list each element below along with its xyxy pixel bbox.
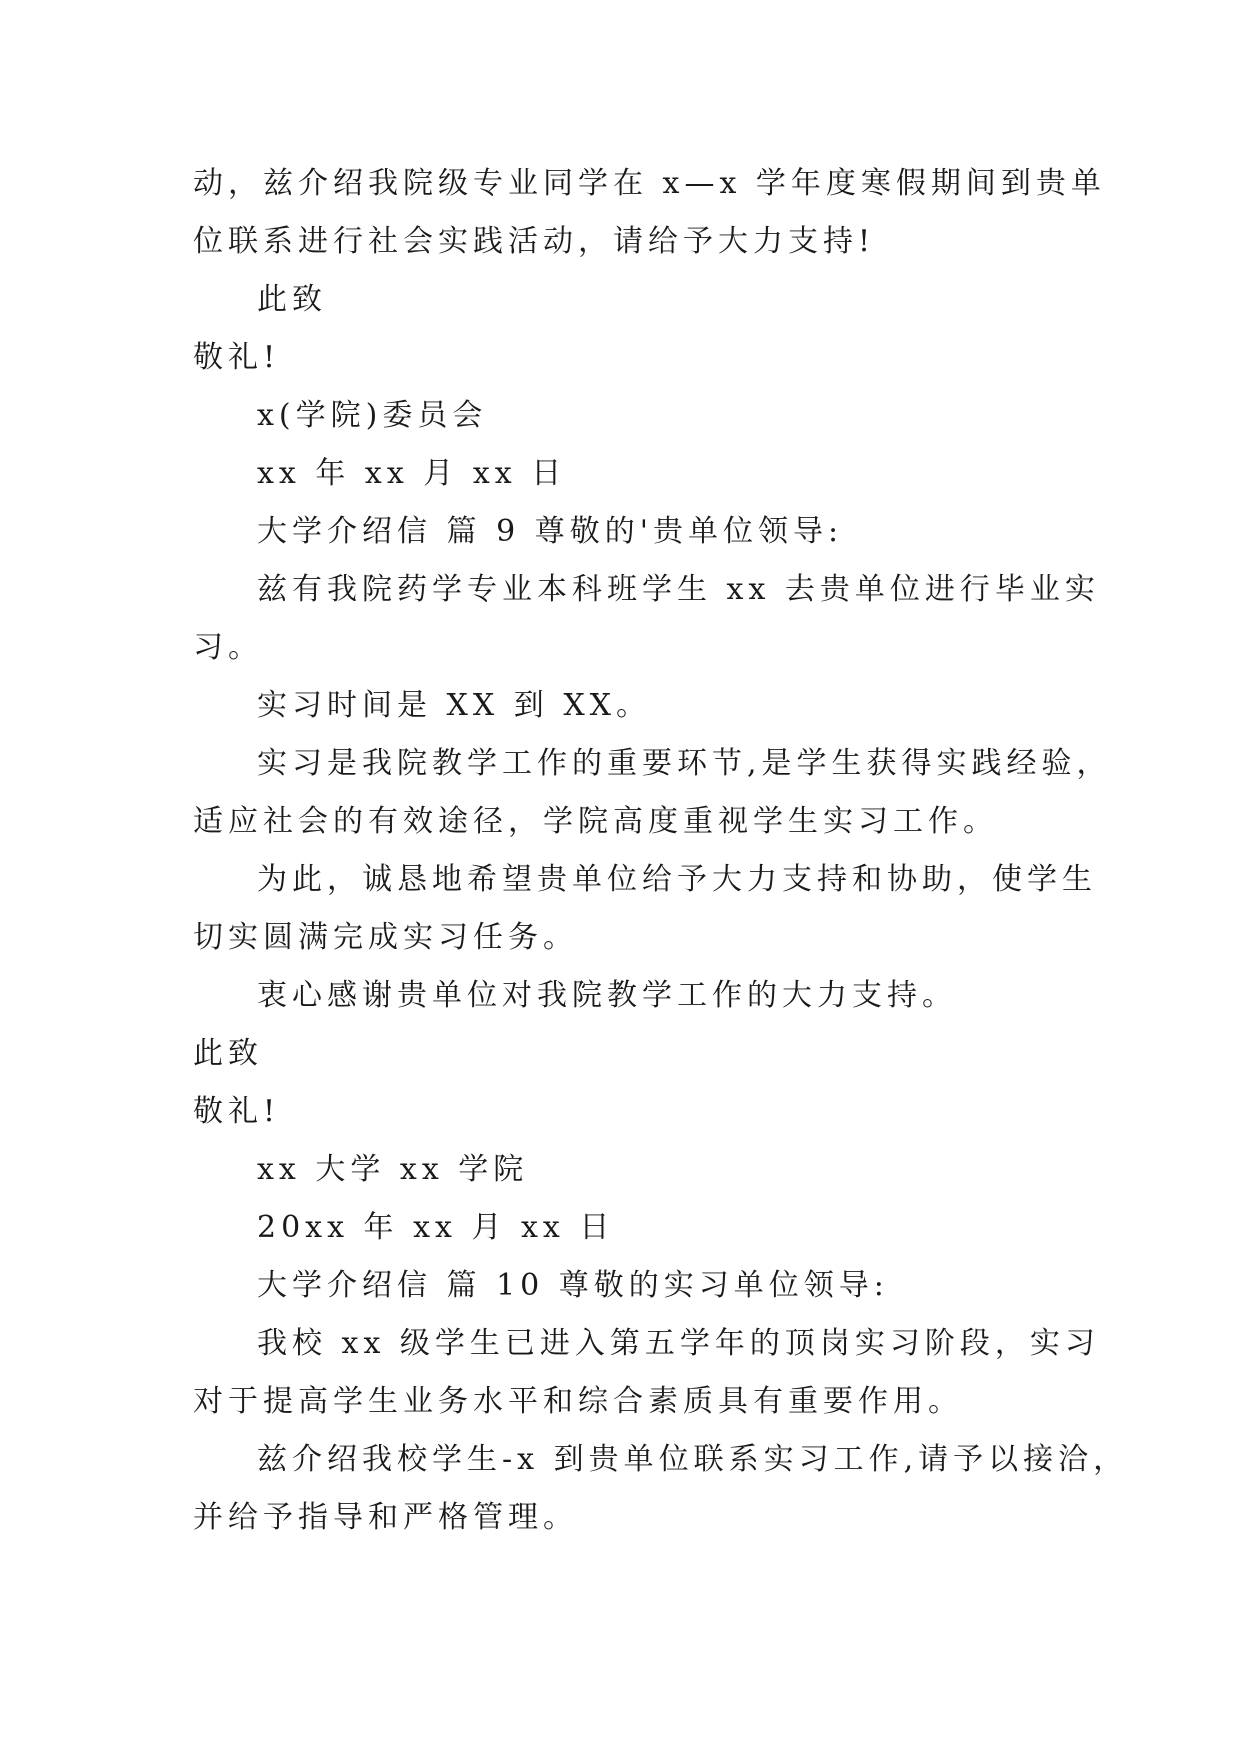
paragraph-line: 实习时间是 XX 到 XX。	[257, 688, 652, 723]
section-heading: 大学介绍信 篇 10 尊敬的实习单位领导:	[257, 1268, 889, 1303]
signature-org: x(学院)委员会	[257, 398, 488, 433]
paragraph-line: 对于提高学生业务水平和综合素质具有重要作用。	[193, 1384, 963, 1419]
paragraph-line: 为此，诚恳地希望贵单位给予大力支持和协助，使学生	[257, 862, 1097, 897]
paragraph-line: 兹有我院药学专业本科班学生 xx 去贵单位进行毕业实	[257, 572, 1100, 607]
closing-salutation: 此致	[257, 282, 327, 317]
closing-regards: 敬礼!	[193, 1094, 281, 1129]
paragraph-line: 位联系进行社会实践活动，请给予大力支持!	[193, 224, 876, 259]
closing-regards: 敬礼!	[193, 340, 281, 375]
paragraph-line: 兹介绍我校学生-x 到贵单位联系实习工作,请予以接洽，	[257, 1442, 1129, 1477]
paragraph-line: 衷心感谢贵单位对我院教学工作的大力支持。	[257, 978, 957, 1013]
paragraph-line: 实习是我院教学工作的重要环节,是学生获得实践经验，	[257, 746, 1112, 781]
section-heading: 大学介绍信 篇 9 尊敬的'贵单位领导:	[257, 514, 844, 549]
paragraph-line: 并给予指导和严格管理。	[193, 1500, 578, 1535]
paragraph-line: 习。	[193, 630, 263, 665]
signature-date: 20xx 年 xx 月 xx 日	[257, 1210, 615, 1245]
paragraph-line: 适应社会的有效途径，学院高度重视学生实习工作。	[193, 804, 998, 839]
signature-org: xx 大学 xx 学院	[257, 1152, 529, 1187]
paragraph-line: 我校 xx 级学生已进入第五学年的顶岗实习阶段，实习	[257, 1326, 1100, 1361]
paragraph-line: 动，兹介绍我院级专业同学在 x—x 学年度寒假期间到贵单	[193, 166, 1106, 201]
paragraph-line: 切实圆满完成实习任务。	[193, 920, 578, 955]
signature-date: xx 年 xx 月 xx 日	[257, 456, 567, 491]
closing-salutation: 此致	[193, 1036, 263, 1071]
